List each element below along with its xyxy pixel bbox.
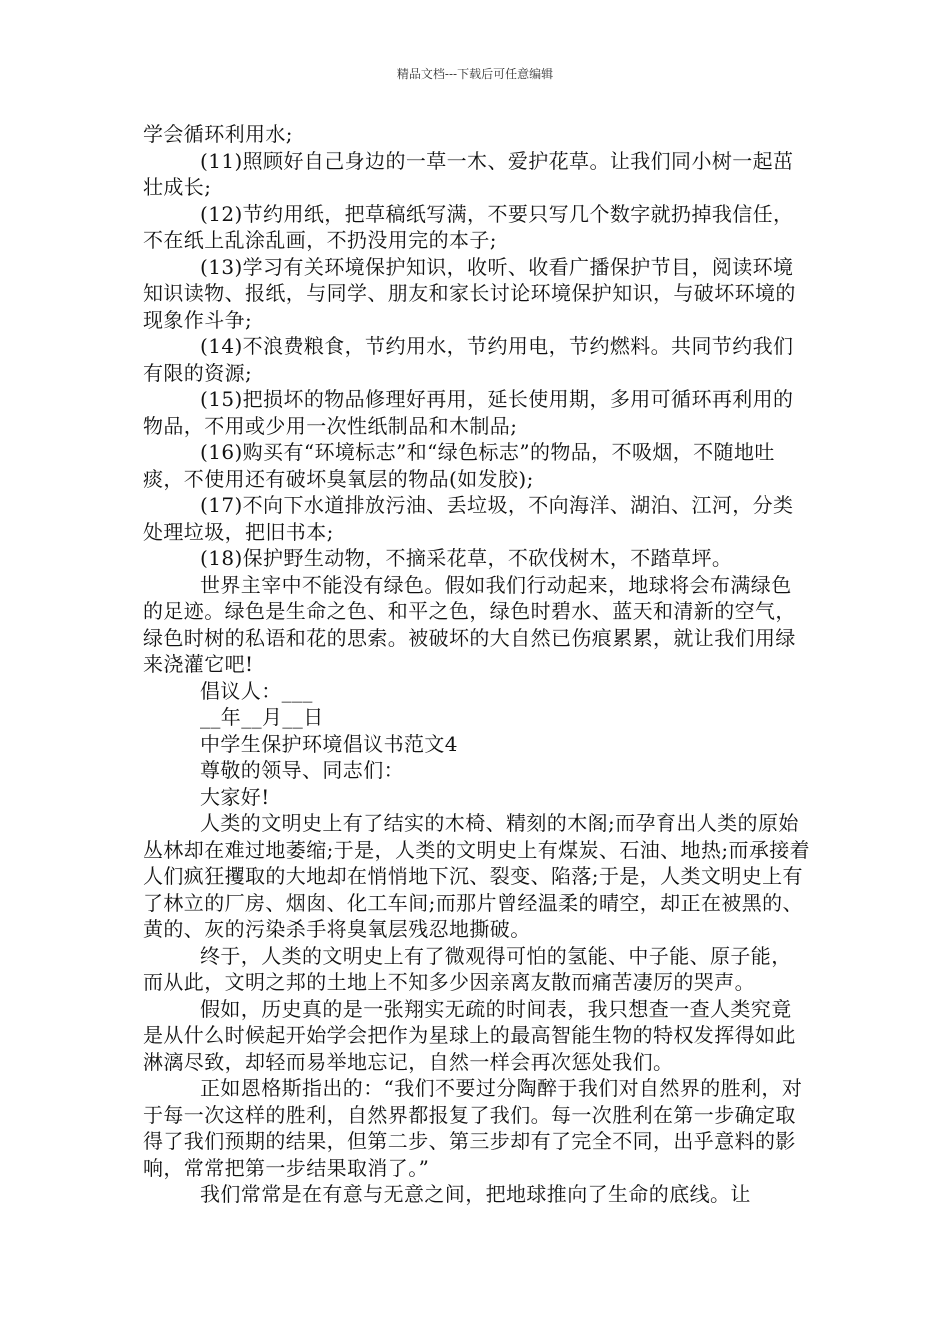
paragraph: 人类的文明史上有了结实的木椅、精刻的木阁;而孕育出人类的原始丛林却在难过地萎缩;于是，人类的文明史上有煤炭、石油、地热;而承接着人们疯狂攫取的大地却在悄悄地下沉、裂变、陷落;于是，人类文明史上有了林立的厂房、烟囱、化工车间;而那片曾经温柔的晴空，却正在被黑的、黄的、灰的污染杀手将臭氧层残忍地撕破。 xyxy=(143,811,811,941)
paragraph: 正如恩格斯指出的：“我们不要过分陶醉于我们对自然界的胜利，对于每一次这样的胜利，自然界都报复了我们。每一次胜利在第一步确定取得了我们预期的结果，但第二步、第三步却有了完全不同，出乎意料的影响，常常把第一步结果取消了。” xyxy=(143,1076,803,1180)
paragraph: (17)不向下水道排放污油、丢垃圾，不向海洋、湖泊、江河，分类处理垃圾，把旧书本; xyxy=(143,493,794,544)
paragraph: 世界主宰中不能没有绿色。假如我们行动起来，地球将会布满绿色的足迹。绿色是生命之色、和平之色，绿色时碧水、蓝天和清新的空气，绿色时树的私语和花的思索。被破坏的大自然已伤痕累累，就让我们用绿来浇灌它吧! xyxy=(143,572,796,676)
paragraph: (12)节约用纸，把草稿纸写满，不要只写几个数字就扔掉我信任，不在纸上乱涂乱画，不扔没用完的本子; xyxy=(143,201,794,252)
signature-line: 倡议人：___ xyxy=(200,678,313,703)
salutation: 尊敬的领导、同志们： xyxy=(200,758,404,782)
date-line: __年__月__日 xyxy=(200,705,324,729)
paragraph: (15)把损坏的物品修理好再用，延长使用期，多用可循环再利用的物品，不用或少用一次性纸制品和木制品; xyxy=(143,387,794,438)
paragraph: (13)学习有关环境保护知识，收听、收看广播保护节目，阅读环境知识读物、报纸，与同学、朋友和家长讨论环境保护知识，与破坏环境的现象作斗争; xyxy=(143,254,796,332)
paragraph: (14)不浪费粮食，节约用水，节约用电，节约燃料。共同节约我们有限的资源; xyxy=(143,334,794,385)
paragraph: 学会循环利用水; xyxy=(143,122,293,146)
paragraph: (16)购买有“环境标志”和“绿色标志”的物品，不吸烟，不随地吐痰，不使用还有破坏臭氧层的物品(如发胶); xyxy=(143,440,775,491)
paragraph: (18)保护野生动物，不摘采花草，不砍伐树木，不踏草坪。 xyxy=(200,546,733,570)
paragraph: 终于，人类的文明史上有了微观得可怕的氢能、中子能、原子能，而从此，文明之邦的土地上不知多少因亲离友散而痛苦凄厉的哭声。 xyxy=(143,943,792,994)
document-body xyxy=(143,121,811,1208)
paragraph: 假如，历史真的是一张翔实无疏的时间表，我只想查一查人类究竟是从什么时候起开始学会把作为星球上的最高智能生物的特权发挥得如此淋漓尽致，却轻而易举地忘记，自然一样会再次惩处我们。 xyxy=(143,996,796,1074)
paragraph: (11)照顾好自己身边的一草一木、爱护花草。让我们同小树一起茁壮成长; xyxy=(143,148,794,199)
greeting: 大家好! xyxy=(200,784,270,809)
page-header: 精品文档---下载后可任意编辑 xyxy=(396,67,554,81)
paragraph: 我们常常是在有意与无意之间，把地球推向了生命的底线。让 xyxy=(200,1182,751,1206)
section-title: 中学生保护环境倡议书范文4 xyxy=(200,731,458,756)
